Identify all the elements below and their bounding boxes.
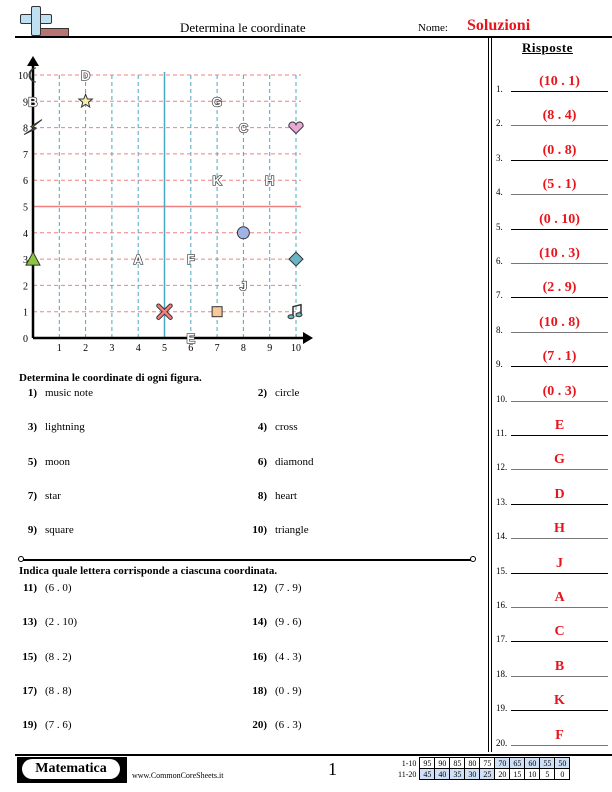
question-text: (6 . 0) xyxy=(45,582,72,594)
answer-row xyxy=(496,544,608,578)
answer-line xyxy=(511,745,608,746)
question-item xyxy=(245,719,302,731)
circle-icon xyxy=(237,227,249,239)
question-number: 20) xyxy=(252,719,267,732)
question-number: 18) xyxy=(252,684,267,697)
answer-row xyxy=(496,200,608,234)
coordinate-graph xyxy=(0,50,330,355)
question-number: 11) xyxy=(22,582,37,594)
page-number: 1 xyxy=(328,759,337,779)
answer-value[interactable]: K xyxy=(554,693,565,709)
answer-row xyxy=(496,647,608,681)
answer-number: 20. xyxy=(496,737,508,748)
score-cell: 15 xyxy=(510,769,525,780)
question-number: 9) xyxy=(27,524,37,537)
question-item xyxy=(15,685,72,697)
x-tick-label: 4 xyxy=(135,343,141,354)
question-number: 7) xyxy=(27,489,37,502)
question-number: 6) xyxy=(257,455,267,468)
question-item xyxy=(15,387,93,399)
question-text: square xyxy=(45,524,74,537)
question-text: cross xyxy=(275,421,298,434)
question-number: 1) xyxy=(27,387,37,399)
score-cell: 45 xyxy=(420,769,435,780)
question-item xyxy=(245,524,309,536)
answer-number: 1. xyxy=(496,84,503,94)
answer-line xyxy=(511,194,608,195)
answer-number: 8. xyxy=(496,324,503,335)
answer-number: 5. xyxy=(496,221,503,232)
answer-value[interactable]: F xyxy=(555,727,564,743)
point-letter-A: A xyxy=(133,252,143,268)
question-item xyxy=(15,651,72,663)
question-number: 15) xyxy=(22,650,37,663)
y-axis-arrow-icon xyxy=(27,56,39,66)
question-item xyxy=(245,616,302,628)
answer-number: 2. xyxy=(496,118,503,129)
x-tick-label: 1 xyxy=(56,343,62,354)
score-row xyxy=(395,758,570,769)
score-cell: 20 xyxy=(495,769,510,780)
question-number: 3) xyxy=(27,421,37,434)
answer-row xyxy=(496,578,608,612)
answer-column-border-2 xyxy=(491,38,492,752)
answer-row xyxy=(496,62,608,96)
score-cell: 50 xyxy=(555,758,570,769)
question-number: 5) xyxy=(27,455,37,468)
score-cell: 90 xyxy=(435,758,450,769)
answer-row xyxy=(496,716,608,750)
question-text: lightning xyxy=(45,421,85,434)
y-tick-label: 0 xyxy=(23,334,28,345)
name-label: Nome: xyxy=(418,22,448,34)
x-tick-label: 8 xyxy=(240,343,246,354)
answer-row xyxy=(496,612,608,646)
question-number: 17) xyxy=(22,684,37,697)
answer-row xyxy=(496,681,608,715)
y-tick-label: 3 xyxy=(23,255,28,267)
answer-value[interactable]: J xyxy=(556,555,563,571)
score-cell: 35 xyxy=(450,769,465,780)
x-tick-label: 2 xyxy=(83,343,89,354)
point-letter-C: C xyxy=(238,120,249,136)
question-number: 12) xyxy=(252,582,267,594)
question-text: (2 . 10) xyxy=(45,616,78,629)
question-item xyxy=(245,387,299,399)
section2-title: Indica quale lettera corrisponde a ciascuna coordinata. xyxy=(19,565,278,577)
answer-row xyxy=(496,131,608,165)
answer-number: 9. xyxy=(496,359,503,370)
answer-value[interactable]: C xyxy=(554,624,565,640)
section1-title: Determina le coordinate di ogni figura. xyxy=(19,372,202,384)
score-cell: 80 xyxy=(465,758,480,769)
score-cell: 70 xyxy=(495,758,510,769)
answer-value[interactable]: G xyxy=(554,452,565,468)
y-tick-label: 1 xyxy=(23,307,28,319)
diamond-icon xyxy=(289,252,303,266)
question-item xyxy=(245,421,298,433)
x-axis-arrow-icon xyxy=(303,332,313,344)
shapes xyxy=(24,68,303,319)
answer-line xyxy=(511,401,608,402)
answer-value[interactable]: (8 . 4) xyxy=(542,108,577,124)
y-tick-label: 5 xyxy=(23,202,28,214)
grid xyxy=(33,72,301,338)
answer-row xyxy=(496,268,608,302)
answer-row xyxy=(496,440,608,474)
logo-plus-icon-v xyxy=(31,6,41,36)
point-letter-K: K xyxy=(212,173,222,189)
answer-value[interactable]: (0 . 10) xyxy=(539,211,580,227)
answer-number: 14. xyxy=(496,531,508,542)
answer-line xyxy=(511,435,608,436)
x-tick-label: 5 xyxy=(162,343,167,354)
score-row-label: 1-10 xyxy=(401,758,417,768)
question-item xyxy=(15,719,72,731)
answer-value[interactable]: H xyxy=(554,521,565,537)
point-letter-H: H xyxy=(265,173,275,189)
y-tick-label: 8 xyxy=(23,123,28,135)
point-letter-B: B xyxy=(28,94,38,110)
answer-value[interactable]: (5 . 1) xyxy=(542,177,577,193)
answer-row xyxy=(496,475,608,509)
answer-number: 18. xyxy=(496,668,508,679)
section-divider xyxy=(20,559,472,561)
question-number: 14) xyxy=(252,616,267,629)
question-text: heart xyxy=(275,489,297,502)
question-item xyxy=(245,456,314,468)
y-tick-label: 2 xyxy=(23,281,28,293)
answer-number: 19. xyxy=(496,703,508,714)
score-cell: 75 xyxy=(480,758,495,769)
score-table xyxy=(395,757,570,780)
score-cell: 10 xyxy=(525,769,540,780)
score-cell: 30 xyxy=(465,769,480,780)
question-item xyxy=(15,421,85,433)
y-tick-label: 7 xyxy=(23,149,28,161)
question-number: 13) xyxy=(22,616,37,629)
point-letter-D: D xyxy=(80,68,91,83)
answers-title: Risposte xyxy=(522,40,573,55)
point-letter-E: E xyxy=(186,331,196,346)
answer-row xyxy=(496,406,608,440)
answer-line xyxy=(511,607,608,608)
question-text: moon xyxy=(45,455,71,468)
answer-value[interactable]: E xyxy=(554,418,565,433)
score-cell: 5 xyxy=(540,769,555,780)
score-row xyxy=(395,769,570,780)
page-title: Determina le coordinate xyxy=(180,20,306,35)
score-cell: 60 xyxy=(525,758,540,769)
answer-line xyxy=(511,538,608,539)
square-icon xyxy=(212,307,222,317)
question-number: 10) xyxy=(252,524,267,537)
x-tick-label: 9 xyxy=(267,343,273,354)
answer-value[interactable]: (2 . 9) xyxy=(542,280,577,296)
answer-number: 15. xyxy=(496,565,508,576)
answer-row xyxy=(496,509,608,543)
answer-number: 10. xyxy=(496,393,508,404)
answer-number: 11. xyxy=(496,428,507,438)
answer-line xyxy=(511,641,608,642)
x-tick-label: 7 xyxy=(214,343,220,354)
question-item xyxy=(245,685,302,697)
question-text: (0 . 9) xyxy=(275,684,302,697)
question-number: 8) xyxy=(257,489,267,502)
question-text: triangle xyxy=(275,524,309,537)
answer-number: 12. xyxy=(496,462,508,473)
score-cell: 65 xyxy=(510,758,525,769)
score-cell: 95 xyxy=(420,758,435,769)
question-item xyxy=(15,490,61,502)
question-item xyxy=(15,582,72,594)
triangle-icon xyxy=(26,252,40,265)
answer-row xyxy=(496,96,608,130)
question-text: (7 . 9) xyxy=(275,582,302,594)
answer-line xyxy=(511,160,608,161)
y-tick-label: 4 xyxy=(23,228,28,240)
answer-value[interactable]: B xyxy=(554,658,565,674)
answer-line xyxy=(511,297,608,298)
answer-number: 6. xyxy=(496,256,503,266)
answer-number: 17. xyxy=(496,634,508,645)
question-item xyxy=(15,456,70,468)
y-tick-label: 10 xyxy=(18,71,28,82)
score-cell: 55 xyxy=(540,758,555,769)
divider-dot-right xyxy=(470,556,476,562)
answer-value[interactable]: (10 . 1) xyxy=(539,74,580,89)
question-text: diamond xyxy=(275,455,314,468)
footer-divider xyxy=(15,754,612,756)
answer-value[interactable]: A xyxy=(554,590,565,605)
answer-column-border xyxy=(488,38,489,752)
question-text: circle xyxy=(275,387,300,399)
x-tick-label: 10 xyxy=(291,343,301,354)
question-number: 19) xyxy=(22,719,37,732)
answer-line xyxy=(511,469,608,470)
answer-row xyxy=(496,303,608,337)
question-number: 16) xyxy=(252,650,267,663)
divider-dot-left xyxy=(18,556,24,562)
answer-line xyxy=(511,332,608,333)
answer-number: 3. xyxy=(496,152,503,163)
answer-number: 16. xyxy=(496,600,508,610)
answer-line xyxy=(511,91,608,92)
question-text: (6 . 3) xyxy=(275,719,302,732)
answer-value[interactable]: (0 . 3) xyxy=(542,383,577,399)
answer-row xyxy=(496,337,608,371)
x-tick-label: 3 xyxy=(109,343,115,354)
point-letter-G: G xyxy=(212,94,223,110)
question-item xyxy=(15,616,77,628)
question-item xyxy=(245,582,302,594)
score-row-label: 11-20 xyxy=(398,769,417,779)
answer-number: 4. xyxy=(496,187,503,198)
question-text: (9 . 6) xyxy=(275,616,302,629)
answer-row xyxy=(496,372,608,406)
answer-row xyxy=(496,165,608,199)
answer-line xyxy=(511,366,608,367)
question-text: music note xyxy=(45,387,93,399)
question-text: (4 . 3) xyxy=(275,650,302,663)
x-tick-label: 6 xyxy=(188,343,194,354)
score-cell: 0 xyxy=(555,769,570,780)
footer-url: www.CommonCoreSheets.it xyxy=(132,771,224,780)
question-text: (7 . 6) xyxy=(45,719,72,732)
question-number: 2) xyxy=(257,387,267,399)
y-tick-label: 6 xyxy=(23,176,28,188)
score-cell: 25 xyxy=(480,769,495,780)
score-cell: 40 xyxy=(435,769,450,780)
point-letter-F: F xyxy=(186,252,195,268)
answer-line xyxy=(511,504,608,505)
question-text: (8 . 8) xyxy=(45,684,72,697)
question-text: star xyxy=(45,489,61,502)
point-letter-J: J xyxy=(239,278,248,294)
footer-subject: Matematica xyxy=(22,759,120,779)
y-tick-label: 9 xyxy=(23,97,28,109)
answer-value[interactable]: (10 . 8) xyxy=(539,314,580,330)
answer-line xyxy=(511,676,608,677)
answer-line xyxy=(511,573,608,574)
answer-value[interactable]: (10 . 3) xyxy=(539,246,580,261)
question-item xyxy=(245,490,297,502)
answer-line xyxy=(511,229,608,230)
answer-number: 13. xyxy=(496,496,508,507)
answer-value[interactable]: D xyxy=(554,486,565,502)
answer-line xyxy=(511,263,608,264)
heart-icon xyxy=(289,122,303,134)
answer-line xyxy=(511,710,608,711)
header-divider xyxy=(15,36,612,38)
question-number: 4) xyxy=(257,421,267,434)
answer-value[interactable]: (0 . 8) xyxy=(542,142,577,158)
question-item xyxy=(245,651,302,663)
answer-line xyxy=(511,125,608,126)
answer-number: 7. xyxy=(496,290,503,301)
score-cell: 85 xyxy=(450,758,465,769)
question-item xyxy=(15,524,74,536)
question-text: (8 . 2) xyxy=(45,650,72,663)
answer-row xyxy=(496,234,608,268)
answer-value[interactable]: (7 . 1) xyxy=(542,349,577,365)
name-value: Soluzioni xyxy=(467,17,531,34)
